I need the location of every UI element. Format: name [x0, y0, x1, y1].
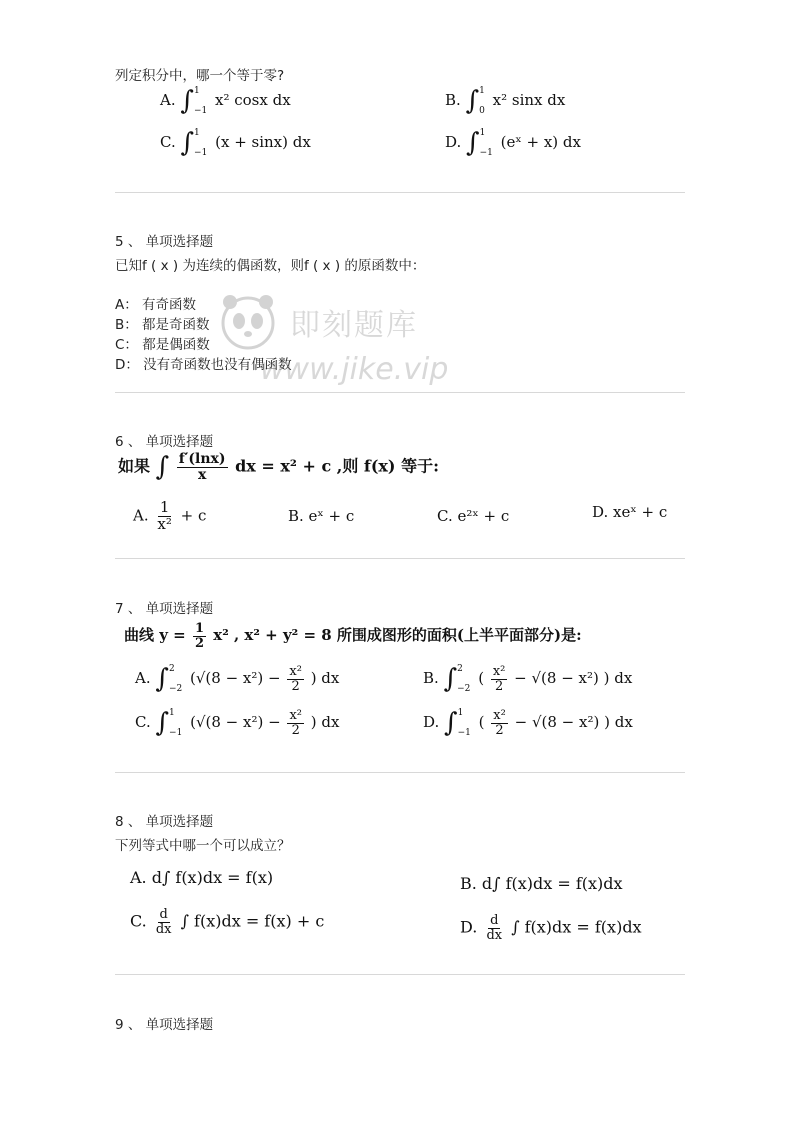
upper-limit: 1	[193, 86, 200, 96]
denominator: 2	[494, 678, 504, 694]
q7-stem-fraction	[193, 622, 206, 650]
q6-a-fraction	[155, 500, 173, 533]
q7-option-b[interactable]	[423, 664, 632, 694]
q5-option-a[interactable]: A： 有奇函数	[115, 297, 197, 313]
q8-option-a[interactable]: A. d∫ f(x)dx = f(x)	[130, 868, 274, 887]
q7-stem-b: x² , x² + y² = 8 所围成图形的面积(上半平面部分)是:	[213, 626, 582, 645]
watermark-cn: 即刻题库	[290, 308, 418, 343]
q6-stem-prefix: 如果	[118, 456, 151, 476]
q6-stem	[118, 452, 439, 482]
denominator: dx	[486, 927, 503, 943]
lower-limit: −1	[479, 148, 493, 158]
watermark-en: www.jike.vip	[260, 352, 449, 387]
q7-b-limits	[457, 664, 470, 694]
upper-limit: 2	[168, 664, 175, 674]
integral-sign-icon: ∫	[444, 708, 458, 738]
divider	[115, 974, 685, 975]
q8-stem: 下列等式中哪一个可以成立？	[115, 838, 291, 854]
q4-c-limits	[194, 128, 207, 158]
numerator: 1	[159, 498, 170, 516]
q6-option-b[interactable]: B. eˣ + c	[288, 507, 355, 525]
lower-limit: −1	[194, 148, 208, 158]
q4-a-limits	[194, 86, 207, 116]
numerator: 1	[194, 621, 205, 636]
q7-d-label: D.	[423, 713, 440, 731]
q6-option-a[interactable]	[133, 500, 206, 533]
lower-limit: −1	[169, 728, 183, 738]
q7-header: 7 、 单项选择题	[115, 601, 214, 617]
q4-b-limits	[479, 86, 485, 116]
q7-option-d[interactable]	[423, 708, 633, 738]
integral-sign-icon: ∫	[443, 664, 458, 694]
q4-option-c[interactable]	[160, 128, 311, 158]
q7-option-a[interactable]	[135, 664, 339, 694]
q8-c-rest: ∫ f(x)dx = f(x) + c	[180, 911, 325, 931]
divider	[115, 772, 685, 773]
upper-limit: 1	[479, 128, 486, 138]
q7-a-expr-a: (√(8 − x²) −	[190, 669, 281, 687]
q7-c-label: C.	[135, 713, 151, 731]
numerator: x²	[493, 707, 506, 723]
q7-a-label: A.	[135, 669, 151, 687]
integral-sign-icon: ∫	[180, 86, 194, 116]
denominator: 2	[291, 722, 300, 738]
q4-d-label: D.	[445, 133, 462, 151]
q8-d-fraction	[484, 914, 504, 942]
q7-d-fraction	[491, 709, 508, 737]
numerator: x²	[289, 663, 302, 679]
q4-b-label: B.	[445, 91, 461, 109]
q4-b-integrand: x² sinx dx	[492, 91, 566, 109]
q5-option-c[interactable]: C： 都是偶函数	[115, 337, 210, 353]
integral-sign-icon: ∫	[466, 128, 480, 158]
lower-limit: −2	[168, 684, 183, 694]
panda-logo-icon	[218, 288, 278, 358]
denominator: dx	[155, 921, 172, 937]
q8-option-d[interactable]	[460, 914, 642, 942]
q7-b-expr-a: (	[478, 669, 485, 687]
q7-c-fraction	[287, 709, 304, 737]
q7-b-expr-b: − √(8 − x²) ) dx	[514, 669, 633, 687]
integral-sign-icon: ∫	[465, 86, 480, 116]
q7-b-label: B.	[423, 669, 439, 687]
numerator: d	[159, 907, 168, 922]
q9-header: 9 、 单项选择题	[115, 1017, 214, 1033]
divider	[115, 392, 685, 393]
denominator: 2	[194, 635, 205, 651]
q7-stem-a: 曲线 y =	[124, 626, 186, 645]
q7-a-expr-b: ) dx	[310, 669, 340, 687]
numerator: x²	[289, 707, 303, 723]
q7-c-limits	[169, 708, 182, 738]
q4-option-d[interactable]	[445, 128, 581, 158]
q7-d-limits	[458, 708, 471, 738]
q6-header: 6 、 单项选择题	[115, 434, 214, 450]
q7-b-fraction	[491, 665, 508, 693]
q4-option-b[interactable]	[445, 86, 565, 116]
q8-d-rest: ∫ f(x)dx = f(x)dx	[511, 917, 642, 937]
numerator: x²	[492, 663, 506, 679]
q6-option-d[interactable]: D. xeˣ + c	[592, 503, 668, 521]
lower-limit: 0	[479, 106, 485, 116]
q7-option-c[interactable]	[135, 708, 339, 738]
integral-sign-icon: ∫	[155, 452, 170, 483]
upper-limit: 1	[194, 128, 200, 138]
q4-option-a[interactable]	[160, 86, 291, 116]
q5-stem: 已知f ( x ) 为连续的偶函数，则f ( x ) 的原函数中：	[115, 258, 426, 274]
upper-limit: 1	[479, 86, 485, 96]
q7-a-limits	[169, 664, 182, 694]
q7-stem	[124, 622, 582, 650]
divider	[115, 192, 685, 193]
upper-limit: 1	[457, 708, 464, 718]
q6-a-label: A.	[133, 506, 149, 525]
q4-c-integrand: (x + sinx) dx	[215, 133, 311, 151]
q5-option-b[interactable]: B： 都是奇函数	[115, 317, 210, 333]
q7-c-expr-a: (√(8 − x²) −	[190, 713, 281, 731]
denominator: 2	[291, 678, 300, 694]
q8-d-label: D.	[460, 917, 478, 937]
q5-option-d[interactable]: D： 没有奇函数也没有偶函数	[115, 357, 292, 373]
lower-limit: −1	[193, 106, 208, 116]
q4-a-integrand: x² cosx dx	[215, 91, 291, 109]
q6-stem-fraction	[177, 452, 228, 482]
integral-sign-icon: ∫	[155, 708, 170, 738]
integral-sign-icon: ∫	[155, 664, 169, 694]
numerator: d	[490, 913, 499, 928]
q4-d-limits	[480, 128, 493, 158]
q7-a-fraction	[287, 665, 304, 693]
q4-a-label: A.	[160, 91, 176, 109]
q5-header: 5 、 单项选择题	[115, 234, 214, 250]
q7-c-expr-b: ) dx	[310, 713, 340, 731]
q7-d-expr-b: − √(8 − x²) ) dx	[514, 713, 633, 731]
lower-limit: −2	[457, 684, 471, 694]
q4-d-integrand: (eˣ + x) dx	[500, 133, 581, 151]
q4-c-label: C.	[160, 133, 176, 151]
q8-option-c[interactable]	[130, 908, 324, 936]
divider	[115, 558, 685, 559]
q8-option-b[interactable]: B. d∫ f(x)dx = f(x)dx	[460, 874, 623, 893]
q4-stem: 列定积分中，哪一个等于零?	[115, 68, 285, 84]
lower-limit: −1	[457, 728, 471, 738]
q7-d-expr-a: (	[478, 713, 485, 731]
upper-limit: 1	[169, 708, 175, 718]
q6-stem-rest: dx = x² + c ,则 f(x) 等于:	[235, 456, 439, 476]
q8-c-fraction	[154, 908, 174, 936]
q8-header: 8 、 单项选择题	[115, 814, 214, 830]
denominator: x²	[157, 514, 172, 533]
denominator: 2	[495, 722, 504, 738]
integral-sign-icon: ∫	[180, 128, 195, 158]
upper-limit: 2	[457, 664, 463, 674]
denominator: x	[197, 466, 207, 483]
q6-option-c[interactable]: C. e²ˣ + c	[437, 507, 510, 525]
q6-a-rest: + c	[180, 506, 207, 525]
q8-c-label: C.	[130, 911, 147, 931]
numerator: f′(lnx)	[178, 451, 226, 467]
